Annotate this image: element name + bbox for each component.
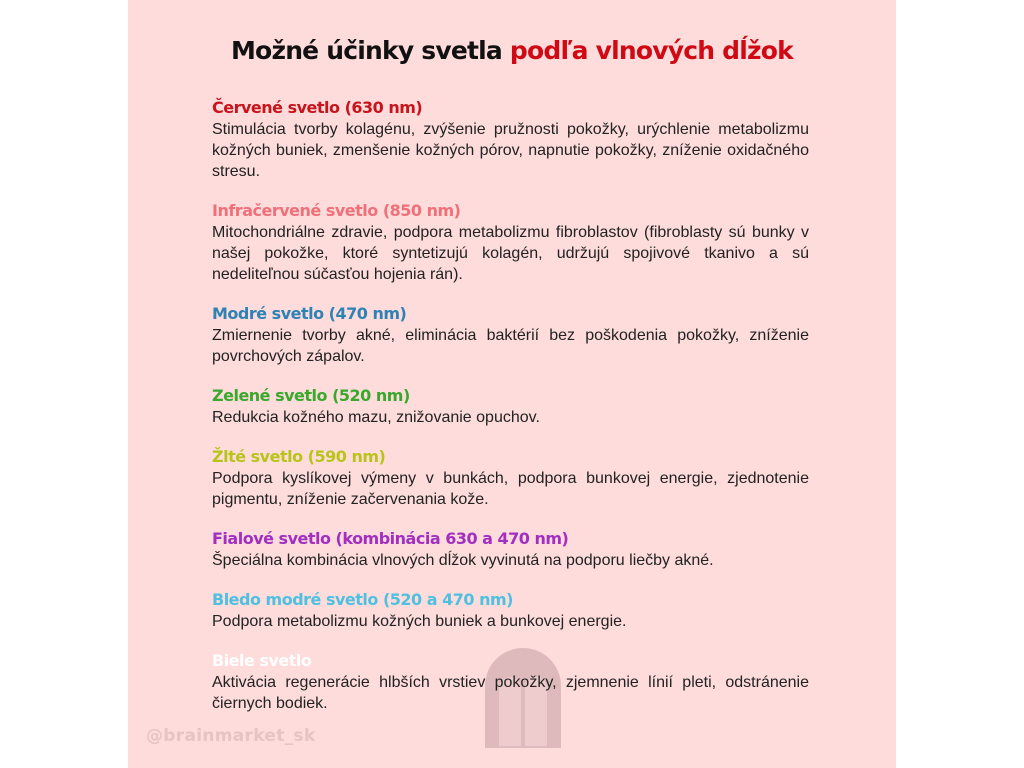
section-heading: Bledo modré svetlo (520 a 470 nm) xyxy=(212,590,513,609)
section-description: Redukcia kožného mazu, znižovanie opuchov. xyxy=(212,409,540,426)
section-description: Zmiernenie tvorby akné, eliminácia baktérií bez poškodenia pokožky, zníženie povrchových zápalov. xyxy=(212,327,809,365)
section-violet-light xyxy=(212,528,809,571)
infographic-panel xyxy=(128,0,896,768)
section-heading: Biele svetlo xyxy=(212,651,312,670)
section-infrared-light xyxy=(212,200,809,285)
section-description: Aktivácia regenerácie hlbších vrstiev pokožky, zjemnenie línií pleti, odstránenie čiernych bodiek. xyxy=(212,674,809,712)
title-part-main: Možné účinky svetla xyxy=(230,36,510,65)
section-white-light xyxy=(212,650,809,714)
section-description: Mitochondriálne zdravie, podpora metabolizmu fibroblastov (fibroblasty sú bunky v našej pokožke, ktoré syntetizujú kolagén, udržujú spojivové tkanivo a sú nedeliteľnou súčasťou hojenia rán). xyxy=(212,224,809,283)
section-light-blue-light xyxy=(212,589,809,632)
section-description: Stimulácia tvorby kolagénu, zvýšenie pružnosti pokožky, urýchlenie metabolizmu kožných buniek, zmenšenie kožných pórov, napnutie pokožky, zníženie oxidačného stresu. xyxy=(212,121,809,180)
section-heading: Fialové svetlo (kombinácia 630 a 470 nm) xyxy=(212,529,569,548)
light-effects-list xyxy=(212,97,809,732)
section-heading: Žlté svetlo (590 nm) xyxy=(212,447,386,466)
section-description: Podpora kyslíkovej výmeny v bunkách, podpora bunkovej energie, zjednotenie pigmentu, zníženie začervenania kože. xyxy=(212,470,809,508)
section-heading: Infračervené svetlo (850 nm) xyxy=(212,201,461,220)
section-heading: Zelené svetlo (520 nm) xyxy=(212,386,410,405)
watermark-handle: @brainmarket_sk xyxy=(146,726,316,746)
section-description: Podpora metabolizmu kožných buniek a bunkovej energie. xyxy=(212,613,627,630)
section-yellow-light xyxy=(212,446,809,510)
section-red-light xyxy=(212,97,809,182)
section-green-light xyxy=(212,385,809,428)
section-heading: Červené svetlo (630 nm) xyxy=(212,98,423,117)
section-heading: Modré svetlo (470 nm) xyxy=(212,304,407,323)
title-part-accent: podľa vlnových dĺžok xyxy=(509,36,793,65)
section-blue-light xyxy=(212,303,809,367)
section-description: Špeciálna kombinácia vlnových dĺžok vyvinutá na podporu liečby akné. xyxy=(212,552,714,569)
page-title xyxy=(128,36,896,65)
